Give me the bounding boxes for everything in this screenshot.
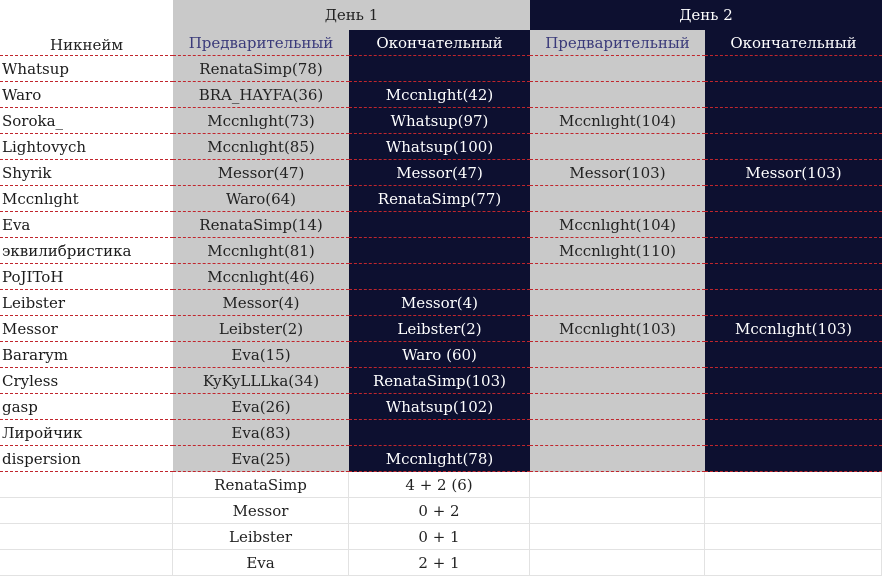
summary-empty-cell[interactable] <box>530 524 705 550</box>
cell-text: Eva(26) <box>231 397 291 416</box>
cell-text: Whatsup(97) <box>390 111 489 130</box>
day1-prelim-cell[interactable] <box>173 290 349 316</box>
day1-prelim-cell[interactable] <box>173 82 349 108</box>
day2-final-cell[interactable] <box>705 264 882 290</box>
cell-text: Messor(47) <box>217 163 305 182</box>
summary-row <box>0 550 882 576</box>
day1-final-header[interactable] <box>349 30 530 56</box>
day2-prelim-cell[interactable] <box>530 316 705 342</box>
day2-prelim-cell[interactable] <box>530 186 705 212</box>
day2-final-cell[interactable] <box>705 290 882 316</box>
table-row <box>0 290 882 316</box>
nickname-cell[interactable] <box>0 82 173 108</box>
cell-text: Eva(25) <box>231 449 291 468</box>
summary-row <box>0 524 882 550</box>
cell-text: PoJIToH <box>2 267 64 286</box>
cell-text: Messor(103) <box>569 163 666 182</box>
day1-prelim-cell[interactable] <box>173 446 349 472</box>
summary-name: RenataSimp <box>214 475 307 494</box>
table-row <box>0 342 882 368</box>
nickname-cell[interactable] <box>0 134 173 160</box>
day2-header[interactable] <box>530 0 882 30</box>
day2-final-cell[interactable] <box>705 238 882 264</box>
cell-text: эквилибристика <box>2 241 132 260</box>
cell-text: Mccnlıght(103) <box>558 319 677 338</box>
day2-final-cell[interactable] <box>705 134 882 160</box>
cell-text: Whatsup(102) <box>385 397 494 416</box>
table-row <box>0 82 882 108</box>
day1-final-label: Окончательный <box>376 33 503 52</box>
summary-score: 4 + 2 (6) <box>405 475 473 494</box>
cell-text: Waro(64) <box>225 189 297 208</box>
summary-empty-cell[interactable] <box>0 550 173 576</box>
summary-empty-cell[interactable] <box>0 524 173 550</box>
table-row <box>0 108 882 134</box>
day2-label: День 2 <box>679 6 733 24</box>
nickname-cell[interactable] <box>0 108 173 134</box>
cell-text: Mccnlıght(73) <box>207 111 315 130</box>
day2-prelim-cell[interactable] <box>530 212 705 238</box>
summary-empty-cell[interactable] <box>705 472 882 498</box>
summary-name-cell[interactable] <box>173 472 349 498</box>
nickname-cell[interactable] <box>0 186 173 212</box>
summary-score: 0 + 1 <box>418 527 460 546</box>
table-row <box>0 316 882 342</box>
summary-score-cell[interactable] <box>349 524 530 550</box>
day1-prelim-cell[interactable] <box>173 56 349 82</box>
day1-final-cell[interactable] <box>349 368 530 394</box>
day2-final-cell[interactable] <box>705 446 882 472</box>
summary-empty-cell[interactable] <box>0 498 173 524</box>
table-row <box>0 394 882 420</box>
summary-name: Messor <box>232 501 289 520</box>
cell-text: Mccnlıght(46) <box>207 267 315 286</box>
nickname-cell[interactable] <box>0 316 173 342</box>
day2-prelim-cell[interactable] <box>530 108 705 134</box>
day2-prelim-cell[interactable] <box>530 446 705 472</box>
summary-empty-cell[interactable] <box>0 472 173 498</box>
summary-empty-cell[interactable] <box>530 472 705 498</box>
day1-prelim-cell[interactable] <box>173 108 349 134</box>
nickname-cell[interactable] <box>0 160 173 186</box>
day1-prelim-cell[interactable] <box>173 264 349 290</box>
day1-prelim-header[interactable] <box>173 30 349 56</box>
cell-text: Lightovych <box>2 137 87 156</box>
day1-final-cell[interactable] <box>349 394 530 420</box>
cell-text: Mccnlıght(104) <box>558 215 677 234</box>
cell-text: KyKyLLLka(34) <box>202 371 320 390</box>
cell-text: Bararym <box>2 345 68 364</box>
table-row <box>0 264 882 290</box>
day2-prelim-cell[interactable] <box>530 368 705 394</box>
day1-prelim-cell[interactable] <box>173 238 349 264</box>
summary-name-cell[interactable] <box>173 550 349 576</box>
nickname-cell[interactable] <box>0 238 173 264</box>
cell-text: Mccnlıght(103) <box>734 319 853 338</box>
day2-final-cell[interactable] <box>705 56 882 82</box>
cell-text: Whatsup <box>2 59 70 78</box>
nickname-cell[interactable] <box>0 420 173 446</box>
cell-text: Waro (60) <box>402 345 477 364</box>
nickname-cell[interactable] <box>0 290 173 316</box>
cell-text: Messor(103) <box>745 163 842 182</box>
nickname-cell[interactable] <box>0 446 173 472</box>
cell-text: Leibster(2) <box>218 319 304 338</box>
day2-prelim-cell[interactable] <box>530 82 705 108</box>
nickname-cell[interactable] <box>0 342 173 368</box>
cell-text: Eva(15) <box>231 345 291 364</box>
day2-final-header[interactable] <box>705 30 882 56</box>
day1-final-cell[interactable] <box>349 160 530 186</box>
summary-name-cell[interactable] <box>173 524 349 550</box>
cell-text: Mccnlıght <box>2 189 79 208</box>
summary-empty-cell[interactable] <box>705 498 882 524</box>
day2-prelim-cell[interactable] <box>530 56 705 82</box>
cell-text: Eva(83) <box>231 423 291 442</box>
cell-text: Eva <box>2 215 31 234</box>
summary-name-cell[interactable] <box>173 498 349 524</box>
day2-final-cell[interactable] <box>705 316 882 342</box>
day1-header[interactable] <box>173 0 530 30</box>
cell-text: Messor <box>2 319 58 338</box>
table-row <box>0 212 882 238</box>
day1-prelim-cell[interactable] <box>173 212 349 238</box>
day1-final-cell[interactable] <box>349 134 530 160</box>
nickname-cell[interactable] <box>0 368 173 394</box>
day1-final-cell[interactable] <box>349 186 530 212</box>
cell-text: Mccnlıght(78) <box>385 449 494 468</box>
cell-text: Mccnlıght(110) <box>558 241 677 260</box>
summary-score-cell[interactable] <box>349 498 530 524</box>
nickname-cell[interactable] <box>0 212 173 238</box>
day2-final-cell[interactable] <box>705 342 882 368</box>
summary-empty-cell[interactable] <box>705 524 882 550</box>
header-corner-cell[interactable] <box>0 0 173 30</box>
summary-row <box>0 472 882 498</box>
day2-final-cell[interactable] <box>705 160 882 186</box>
cell-text: Soroka_ <box>2 111 64 130</box>
day1-final-cell[interactable] <box>349 342 530 368</box>
cell-text: RenataSimp(77) <box>377 189 502 208</box>
day2-prelim-label: Предварительный <box>545 33 690 52</box>
table-row <box>0 420 882 446</box>
day2-prelim-cell[interactable] <box>530 238 705 264</box>
cell-text: Messor(4) <box>400 293 479 312</box>
summary-score: 0 + 2 <box>418 501 460 520</box>
day-header-row <box>0 0 882 30</box>
day1-final-cell[interactable] <box>349 238 530 264</box>
cell-text: Leibster(2) <box>397 319 482 338</box>
nickname-cell[interactable] <box>0 56 173 82</box>
summary-name: Leibster <box>228 527 292 546</box>
summary-score: 2 + 1 <box>418 553 460 572</box>
nickname-header[interactable] <box>0 30 173 56</box>
day2-prelim-cell[interactable] <box>530 394 705 420</box>
table-row <box>0 446 882 472</box>
cell-text: Messor(47) <box>396 163 483 182</box>
day1-final-cell[interactable] <box>349 446 530 472</box>
nickname-cell[interactable] <box>0 264 173 290</box>
day1-prelim-cell[interactable] <box>173 368 349 394</box>
day2-final-cell[interactable] <box>705 82 882 108</box>
cell-text: Mccnlıght(85) <box>207 137 315 156</box>
day2-prelim-cell[interactable] <box>530 134 705 160</box>
summary-score-cell[interactable] <box>349 550 530 576</box>
summary-empty-cell[interactable] <box>705 550 882 576</box>
cell-text: BRA_HAYFA(36) <box>198 85 324 104</box>
cell-text: dispersion <box>2 449 81 468</box>
cell-text: gasp <box>2 397 38 416</box>
day2-prelim-cell[interactable] <box>530 160 705 186</box>
summary-score-cell[interactable] <box>349 472 530 498</box>
cell-text: Cryless <box>2 371 59 390</box>
cell-text: Messor(4) <box>222 293 300 312</box>
cell-text: Whatsup(100) <box>385 137 494 156</box>
cell-text: Leibster <box>2 293 66 312</box>
day2-prelim-header[interactable] <box>530 30 705 56</box>
day1-label: День 1 <box>324 6 379 24</box>
day2-prelim-cell[interactable] <box>530 264 705 290</box>
table-row <box>0 160 882 186</box>
cell-text: RenataSimp(14) <box>199 215 323 234</box>
cell-text: RenataSimp(78) <box>199 59 323 78</box>
summary-name: Eva <box>246 553 275 572</box>
day2-prelim-cell[interactable] <box>530 420 705 446</box>
day2-final-label: Окончательный <box>730 33 857 52</box>
day2-final-cell[interactable] <box>705 212 882 238</box>
table-row <box>0 368 882 394</box>
day1-final-cell[interactable] <box>349 56 530 82</box>
day2-final-cell[interactable] <box>705 420 882 446</box>
summary-empty-cell[interactable] <box>530 550 705 576</box>
nickname-cell[interactable] <box>0 394 173 420</box>
table-row <box>0 186 882 212</box>
day1-prelim-cell[interactable] <box>173 342 349 368</box>
cell-text: Mccnlıght(104) <box>558 111 677 130</box>
nickname-label: Никнейм <box>50 35 123 54</box>
day1-final-cell[interactable] <box>349 108 530 134</box>
summary-empty-cell[interactable] <box>530 498 705 524</box>
day1-prelim-cell[interactable] <box>173 186 349 212</box>
day1-final-cell[interactable] <box>349 264 530 290</box>
day2-final-cell[interactable] <box>705 186 882 212</box>
day1-prelim-cell[interactable] <box>173 394 349 420</box>
day1-prelim-cell[interactable] <box>173 134 349 160</box>
day1-prelim-cell[interactable] <box>173 420 349 446</box>
cell-text: Waro <box>2 85 42 104</box>
cell-text: Mccnlıght(42) <box>385 85 494 104</box>
column-header-row <box>0 30 882 56</box>
table-row <box>0 238 882 264</box>
table-row <box>0 134 882 160</box>
day1-final-cell[interactable] <box>349 212 530 238</box>
cell-text: Mccnlıght(81) <box>207 241 315 260</box>
day1-final-cell[interactable] <box>349 420 530 446</box>
summary-row <box>0 498 882 524</box>
cell-text: Лиройчик <box>2 423 83 442</box>
cell-text: RenataSimp(103) <box>373 371 506 390</box>
day2-prelim-cell[interactable] <box>530 290 705 316</box>
day1-prelim-cell[interactable] <box>173 316 349 342</box>
day2-final-cell[interactable] <box>705 394 882 420</box>
table-row <box>0 56 882 82</box>
day1-final-cell[interactable] <box>349 290 530 316</box>
day2-final-cell[interactable] <box>705 368 882 394</box>
day1-final-cell[interactable] <box>349 316 530 342</box>
day1-prelim-label: Предварительный <box>188 33 334 52</box>
day2-prelim-cell[interactable] <box>530 342 705 368</box>
day1-prelim-cell[interactable] <box>173 160 349 186</box>
cell-text: Shyrik <box>2 163 52 182</box>
day2-final-cell[interactable] <box>705 108 882 134</box>
day1-final-cell[interactable] <box>349 82 530 108</box>
